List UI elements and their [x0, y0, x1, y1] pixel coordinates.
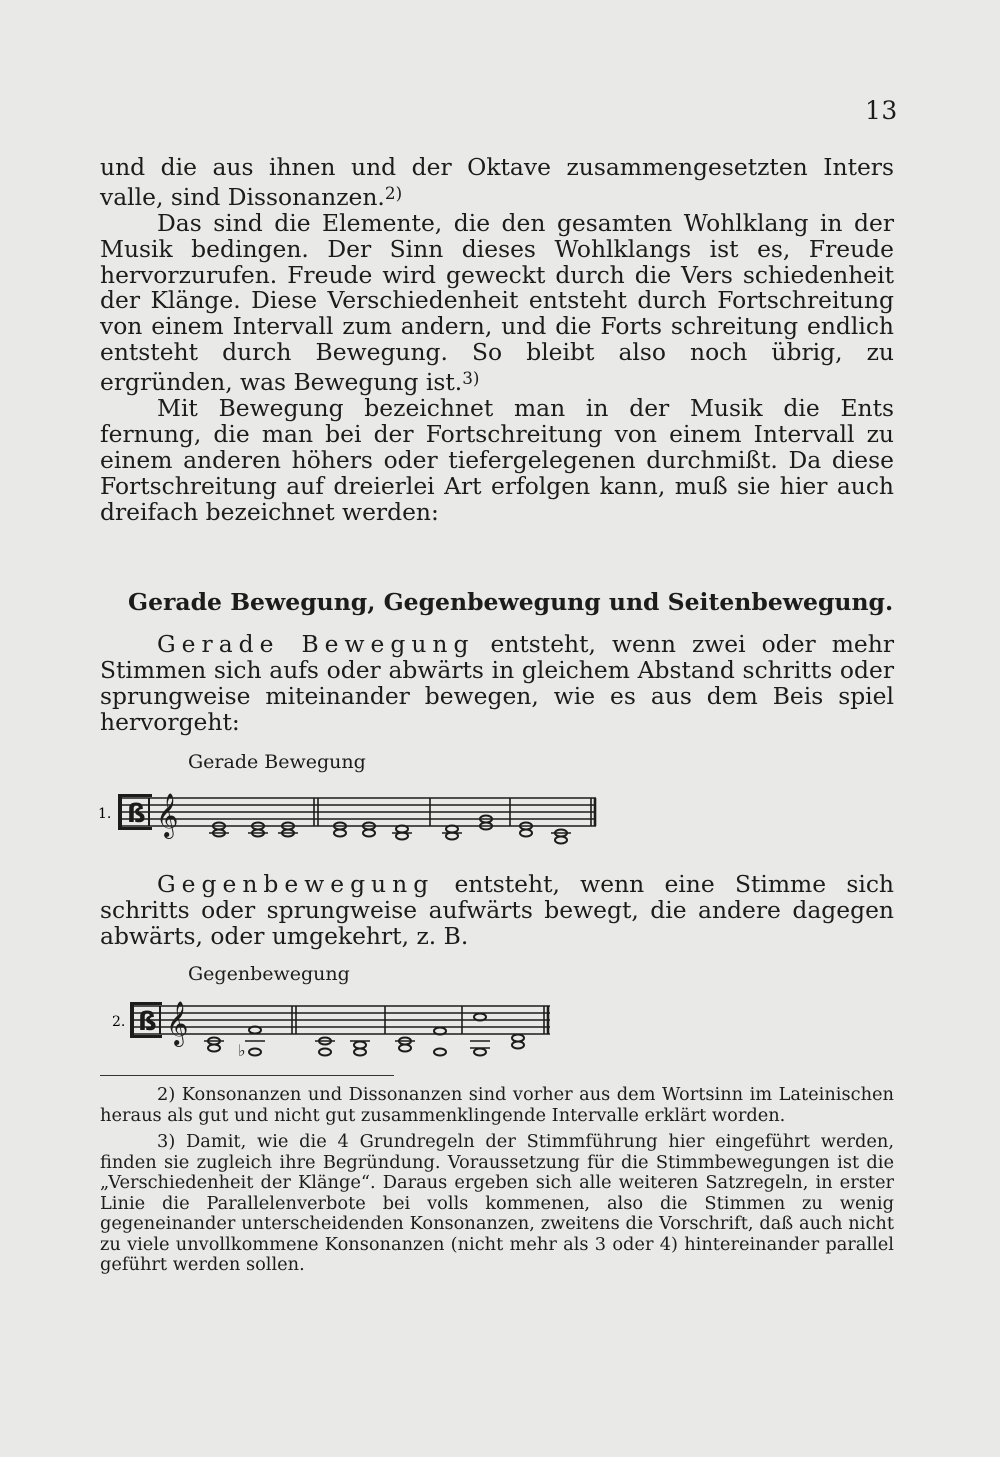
paragraph-1-text: und die aus ihnen und der Oktave zusammengesetzten Inters valle, sind Dissonanzen.	[100, 153, 894, 211]
ledger-lines-2	[204, 1041, 490, 1048]
paragraph-3: Mit Bewegung bezeichnet man in der Musik die Ents fernung, die man bei der Fortschreitung von einem Intervall zu einem anderen höhers oder tiefergelegenen durchmißt. Da diese Fortschreitung auf dreierlei Art erfolgen kann, muß sie hier auch dreifach bezeichnet werden:	[100, 393, 894, 526]
treble-clef-icon-2: 𝄞	[166, 1001, 189, 1045]
bracket-left-2	[130, 1003, 134, 1037]
paragraph-gegen-text: entsteht, wenn eine Stimme sich schritts oder sprungweise aufwärts bewegt, die andere dagegen abwärts, oder umgekehrt, z. B.	[100, 870, 894, 950]
example-1-caption: Gerade Bewegung	[188, 751, 366, 773]
footnotes	[100, 1085, 894, 1282]
footnote-ref-2: 2)	[384, 182, 403, 203]
example-1-number: 1.	[98, 806, 112, 822]
main-text-block	[100, 155, 894, 525]
flat-icon: ♭	[238, 1041, 246, 1060]
example-2-number: 2.	[112, 1014, 126, 1030]
section-heading: Gerade Bewegung, Gegenbewegung und Seitenbewegung.	[128, 588, 894, 616]
bracket-top-2	[130, 1002, 162, 1005]
music-example-1	[96, 782, 606, 862]
alto-clef-icon: ß	[127, 799, 146, 829]
section-gegenbewegung	[100, 872, 894, 950]
term-gegenbewegung: Gegenbewegung	[157, 870, 435, 898]
term-gerade-bewegung: Gerade Bewegung	[157, 630, 475, 658]
alto-clef-icon-2: ß	[138, 1007, 157, 1037]
footnote-divider	[100, 1075, 394, 1076]
bracket-left	[118, 795, 122, 829]
notes-1	[213, 816, 567, 844]
footnote-3: 3) Damit, wie die 4 Grundregeln der Stimmführung hier eingeführt werden, finden sie zugleich ihre Begründung. Voraussetzung für die Stimmbewegungen ist die „Verschiedenheit der Klänge“. Daraus ergeben sich alle weiteren Satzregeln, in erster Linie die Parallelenverbote bei volls kommenen, also die Stimmen zu wenig gegeneinander unterscheidenden Konsonanzen, zweitens die Vorschrift, daß auch nicht zu viele unvollkommene Konsonanzen (nicht mehr als 3 oder 4) hintereinander parallel geführt werden sollen.	[100, 1131, 894, 1275]
paragraph-gerade	[100, 632, 894, 736]
treble-clef-icon: 𝄞	[156, 793, 179, 837]
staff-lines-2	[130, 1006, 550, 1034]
paragraph-2-text: Das sind die Elemente, die den gesamten Wohlklang in der Musik bedingen. Der Sinn dieses Wohlklangs ist es, Freude hervorzurufen. Freude wird geweckt durch die Vers schiedenheit der Klänge. Diese Verschiedenheit entsteht durch Fortschreitung von einem Intervall zum andern, und die Forts schreitung endlich entsteht durch Bewegung. So bleibt also noch übrig, zu ergründen, was Bewegung ist.	[100, 208, 894, 397]
paragraph-1	[100, 155, 894, 211]
music-example-2	[110, 994, 560, 1070]
footnote-2: 2) Konsonanzen und Dissonanzen sind vorher aus dem Wortsinn im Lateinischen heraus als gut und nicht gut zusammenklingende Intervalle erklärt worden.	[100, 1084, 894, 1126]
example-2-caption: Gegenbewegung	[188, 963, 350, 985]
paragraph-2	[100, 208, 894, 397]
footnote-ref-3: 3)	[462, 368, 480, 389]
paragraph-gerade-text: entsteht, wenn zwei oder mehr Stimmen sich aufs oder abwärts in gleichem Abstand schritts oder sprungweise miteinander bewegen, wie es aus dem Beis spiel hervorgeht:	[100, 630, 894, 736]
section-gerade-bewegung	[100, 632, 894, 736]
paragraph-gegen	[100, 872, 894, 950]
page-number: 13	[865, 96, 898, 125]
bracket-top	[118, 794, 152, 797]
